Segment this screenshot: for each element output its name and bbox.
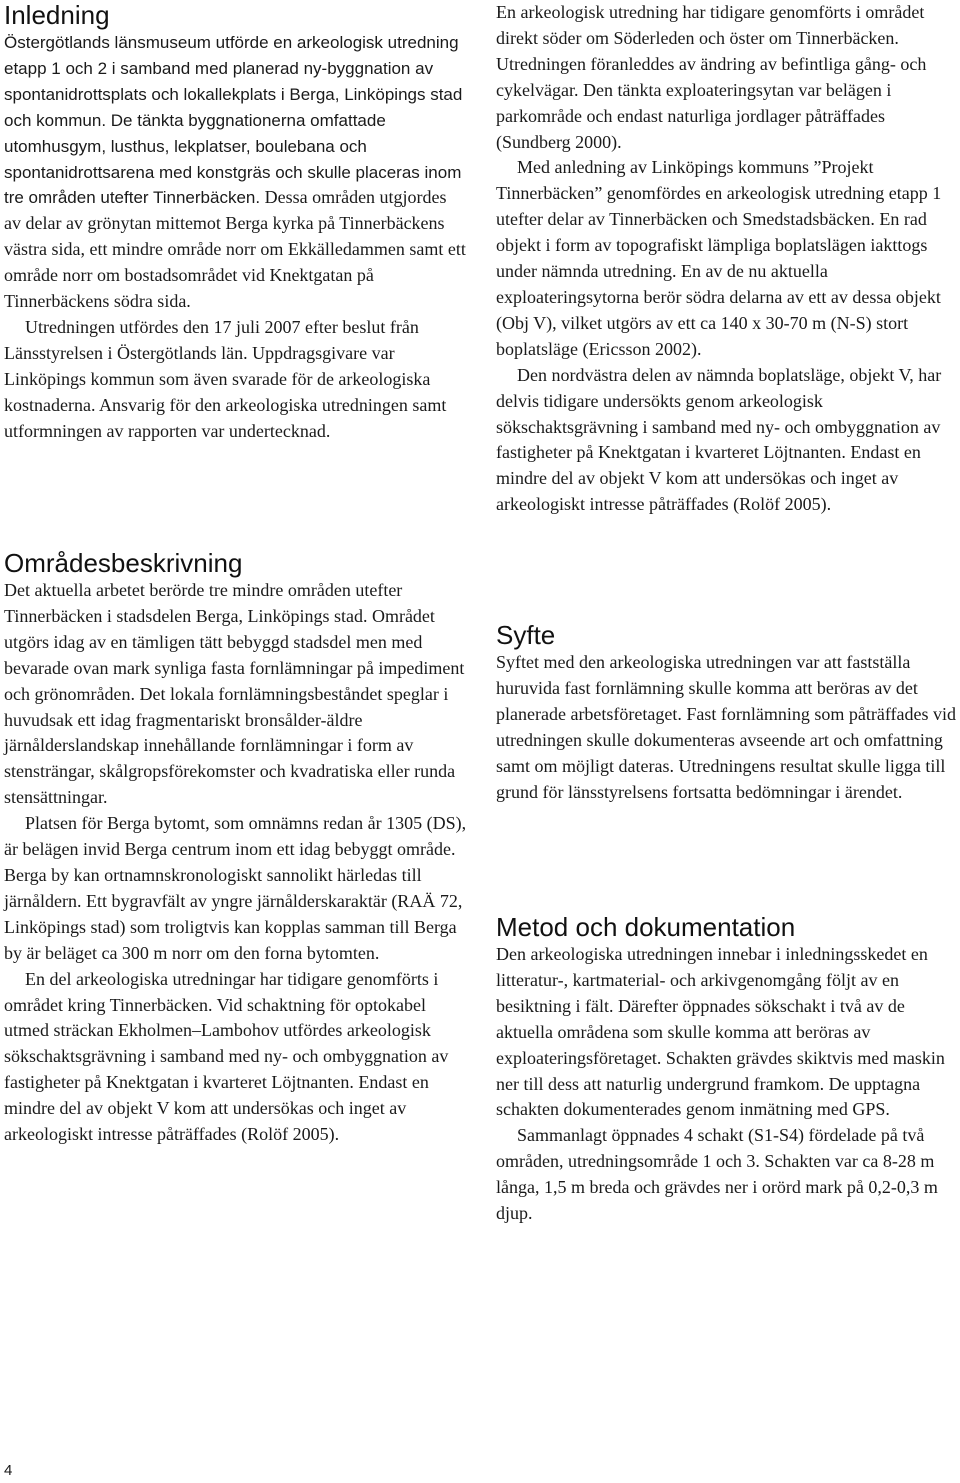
heading-omradesbeskrivning: Områdesbeskrivning [4, 548, 243, 578]
section-metod [496, 912, 959, 1227]
paragraph: En del arkeologiska utredningar har tidigare genomförts i området kring Tinnerbäcken. Vid schaktning för optokabel utmed sträckan Ekholmen–Lambohov utfördes arkeologisk sökschaktsgrävning i samband med ny- och ombyggnation av fastigheter på Knektgatan i kvarteret Löjtnanten. Endast en mindre del av objekt V kom att undersökas och inget av arkeologiskt intresse påträffades (Rolöf 2005). [4, 968, 449, 1145]
paragraph-sans-part: Östergötlands länsmuseum utförde en arkeologisk utredning etapp 1 och 2 i samband med planerad ny-byggnation av spontanidrottsplats och lokallekplats i Berga, Linköpings stad och kommun. De tänkta byggnationerna omfattade utomhusgym, lusthus, lekplatser, boulebana och spontanidrottsarena med konstgräs och skulle placeras inom tre områden utefter Tinnerbäcken. [4, 33, 463, 208]
paragraph: Platsen för Berga bytomt, som omnämns redan år 1305 (DS), är belägen invid Berga centrum inom ett idag bebyggt område. Berga by kan ortnamnskronologiskt sannolikt härledas till järnåldern. Ett bygravfält av yngre järnålderskaraktär (RAÄ 72, Linköpings stad) som troligtvis kan kopplas samman till Berga by är beläget ca 300 m norr om den forna bytomten. [4, 813, 467, 963]
paragraph: Den arkeologiska utredningen innebar i inledningsskedet en litteratur-, kartmaterial- och arkivgenomgång följt av en besiktning i fält. Därefter öppnades sökschakt i två av de aktuella områdena som skulle komma att beröras av exploateringsföretaget. Schakten grävdes skiktvis med maskin ner till dess att naturlig undergrund framkom. De upptagna schakten dokumenterades genom inmätning med GPS. [496, 944, 945, 1120]
paragraph: Den nordvästra delen av nämnda boplatsläge, objekt V, har delvis tidigare undersökts genom arkeologisk sökschaktsgrävning i samband med ny- och ombyggnation av fastigheter på Knektgatan i kvarteret Löjtnanten. Endast en mindre del av objekt V kom att undersökas och inget av arkeologiskt intresse påträffades (Rolöf 2005). [496, 364, 942, 515]
section-inledning [4, 0, 467, 445]
heading-inledning: Inledning [4, 0, 110, 30]
heading-metod-och-dokumentation: Metod och dokumentation [496, 912, 796, 942]
page-number: 4 [4, 1462, 13, 1479]
paragraph [4, 30, 467, 315]
section-continuation [496, 0, 959, 518]
paragraph: Syftet med den arkeologiska utredningen var att fastställa huruvida fast fornlämning skulle komma att beröras av det planerade arbetsföretaget. Fast fornlämning som påträffades vid utredningen skulle dokumenteras avseende art och omfattning samt om möjligt dateras. Utredningens resultat skulle ligga till grund för länsstyrelsens fortsatta bedömningar i ärendet. [496, 652, 957, 802]
paragraph: Med anledning av Linköpings kommuns ”Projekt Tinnerbäcken” genomfördes en arkeologisk utredning etapp 1 utefter delar av Tinnerbäcken och Smedstadsbäcken. En rad objekt i form av topografiskt lämpliga boplatslägen iakttogs under nämnda utredning. En av de nu aktuella exploateringsytorna berör södra delarna av ett av dessa objekt (Obj V), vilket utgörs av ett ca 140 x 30-70 m (N-S) stort boplatsläge (Ericsson 2002). [496, 157, 942, 359]
heading-syfte: Syfte [496, 620, 556, 650]
paragraph: Sammanlagt öppnades 4 schakt (S1-S4) fördelade på två områden, utredningsområde 1 och 3. Schakten var ca 8-28 m långa, 1,5 m breda och grävdes ner i orörd mark på 0,2-0,3 m djup. [496, 1125, 938, 1224]
section-omradesbeskrivning [4, 548, 467, 1148]
section-syfte [496, 620, 959, 805]
paragraph: Utredningen utfördes den 17 juli 2007 efter beslut från Länsstyrelsen i Östergötlands län. Uppdragsgivare var Linköpings kommun som även svarade för de arkeologiska kostnaderna. Ansvarig för den arkeologiska utredningen samt utformningen av rapporten var undertecknad. [4, 316, 447, 441]
paragraph-serif-part: Dessa områden utgjordes av delar av grönytan mittemot Berga kyrka på Tinnerbäckens västra sida, ett mindre område norr om Ekkälledammen samt ett område norr om bostadsområdet vid Knektgatan på Tinnerbäckens södra sida. [4, 187, 466, 312]
paragraph: Det aktuella arbetet berörde tre mindre områden utefter Tinnerbäcken i stadsdelen Berga, Linköpings stad. Området utgörs idag av en tämligen tätt bebyggd stadsdel men med bevarade ovan mark synliga fasta fornlämningar på impediment och grönområden. Det lokala fornlämningsbeståndet speglar i huvudsak ett idag fragmentariskt bronsålder-äldre järnålderslandskap innehållande fornlämningar i form av stensträngar, skålgropsförekomster och kvadratiska eller runda stensättningar. [4, 580, 465, 808]
paragraph: En arkeologisk utredning har tidigare genomförts i området direkt söder om Söderleden och öster om Tinnerbäcken. Utredningen föranleddes av ändring av befintliga gång- och cykelvägar. Den tänkta exploateringsytan var belägen i parkområde och endast naturliga jordlager påträffades (Sundberg 2000). [496, 2, 927, 152]
